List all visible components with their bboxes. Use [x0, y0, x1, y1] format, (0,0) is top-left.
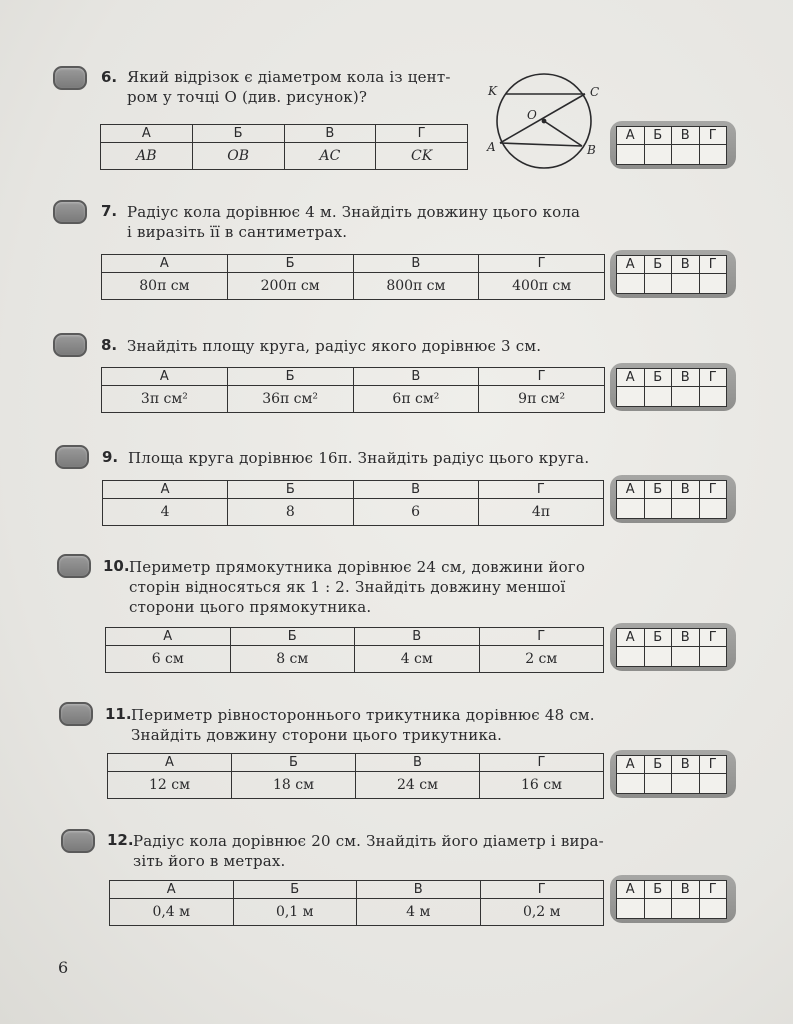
answer-label: Г: [699, 481, 727, 499]
option-header-v: В: [353, 255, 479, 273]
answer-cell[interactable]: [699, 387, 727, 407]
task-question: Радіус кола дорівнює 20 см. Знайдіть його діаметр і вира- зіть його в метрах.: [133, 832, 604, 870]
task-question: Периметр рівностороннього трикутника дорівнює 48 см. Знайдіть довжину сторони цього трикутника.: [131, 706, 595, 744]
answer-box: [610, 121, 736, 169]
option-v: 6π см²: [353, 386, 479, 413]
answer-cell[interactable]: [617, 647, 645, 667]
answer-cell[interactable]: [644, 145, 672, 165]
options-table: [109, 880, 604, 926]
task-question: Радіус кола дорівнює 4 м. Знайдіть довжину цього кола і виразіть її в сантиметрах.: [127, 203, 581, 241]
option-header-b: Б: [233, 881, 357, 899]
option-header-g: Г: [479, 368, 605, 386]
option-header-g: Г: [376, 125, 468, 143]
answer-box: [610, 875, 736, 923]
label-a: A: [487, 140, 496, 154]
option-header-b: Б: [227, 368, 353, 386]
answer-label: Г: [699, 629, 727, 647]
options-table: [105, 627, 604, 673]
task-number: 10.: [103, 557, 130, 575]
option-a: 12 см: [108, 772, 232, 799]
option-header-a: А: [106, 628, 231, 646]
answer-label: А: [617, 369, 645, 387]
option-v: 800π см: [353, 273, 479, 300]
answer-cell[interactable]: [699, 499, 727, 519]
task-number: 9.: [102, 448, 119, 466]
answer-label: В: [672, 369, 700, 387]
task-marker[interactable]: [53, 200, 87, 224]
option-header-a: А: [108, 754, 232, 772]
option-v: 24 см: [356, 772, 480, 799]
option-g: 16 см: [480, 772, 604, 799]
answer-cell[interactable]: [672, 274, 700, 294]
options-table: [100, 124, 468, 170]
option-g: 2 см: [479, 646, 604, 673]
answer-label: Б: [644, 629, 672, 647]
answer-label: А: [617, 481, 645, 499]
answer-label: Г: [699, 256, 727, 274]
answer-cell[interactable]: [672, 774, 700, 794]
option-b: 18 см: [232, 772, 356, 799]
answer-label: Б: [644, 127, 672, 145]
options-table: [102, 480, 604, 526]
segment-ob: [544, 121, 582, 146]
options-table: [101, 254, 605, 300]
option-b: 8 см: [230, 646, 355, 673]
answer-label: А: [617, 256, 645, 274]
option-header-v: В: [353, 368, 479, 386]
task-number: 7.: [101, 202, 118, 220]
option-a: 80π см: [102, 273, 228, 300]
task-marker[interactable]: [53, 66, 87, 90]
answer-cell[interactable]: [699, 647, 727, 667]
answer-label: В: [672, 629, 700, 647]
answer-cell[interactable]: [672, 899, 700, 919]
task-question: Який відрізок є діаметром кола із цент- ром у точці O (див. рисунок)?: [127, 68, 451, 106]
answer-cell[interactable]: [644, 499, 672, 519]
option-header-g: Г: [478, 481, 603, 499]
answer-cell[interactable]: [617, 774, 645, 794]
option-a: 3π см²: [102, 386, 228, 413]
option-header-a: А: [103, 481, 228, 499]
answer-cell[interactable]: [672, 145, 700, 165]
options-table: [107, 753, 604, 799]
segment-ab: [500, 143, 582, 146]
label-k: K: [488, 84, 497, 98]
answer-label: Б: [644, 256, 672, 274]
answer-box: [610, 363, 736, 411]
option-header-b: Б: [192, 125, 284, 143]
label-b: B: [587, 143, 596, 157]
answer-cell[interactable]: [644, 774, 672, 794]
task-question: Знайдіть площу круга, радіус якого дорівнює 3 см.: [127, 337, 542, 355]
option-header-v: В: [357, 881, 481, 899]
task-number: 6.: [101, 68, 118, 86]
task-question: Площа круга дорівнює 16π. Знайдіть радіус цього круга.: [128, 449, 590, 467]
answer-label: Г: [699, 756, 727, 774]
task-marker[interactable]: [57, 554, 91, 578]
option-v: 4 м: [357, 899, 481, 926]
answer-cell[interactable]: [617, 387, 645, 407]
answer-label: В: [672, 481, 700, 499]
answer-label: А: [617, 127, 645, 145]
option-header-v: В: [284, 125, 376, 143]
answer-label: А: [617, 756, 645, 774]
task-marker[interactable]: [53, 333, 87, 357]
task-marker[interactable]: [55, 445, 89, 469]
option-header-g: Г: [479, 255, 605, 273]
option-header-a: А: [102, 255, 228, 273]
option-g: CK: [376, 143, 468, 170]
options-table: [101, 367, 605, 413]
option-a: AB: [101, 143, 193, 170]
option-a: 4: [103, 499, 228, 526]
answer-box: [610, 475, 736, 523]
option-header-v: В: [356, 754, 480, 772]
option-v: 4 см: [355, 646, 480, 673]
option-v: 6: [353, 499, 478, 526]
answer-cell[interactable]: [644, 899, 672, 919]
option-b: 0,1 м: [233, 899, 357, 926]
option-b: 36π см²: [227, 386, 353, 413]
answer-label: Б: [644, 756, 672, 774]
segment-ac: [500, 94, 585, 143]
label-c: C: [590, 85, 600, 99]
answer-cell[interactable]: [644, 274, 672, 294]
option-header-b: Б: [232, 754, 356, 772]
answer-label: В: [672, 127, 700, 145]
answer-cell[interactable]: [699, 774, 727, 794]
answer-label: Г: [699, 127, 727, 145]
answer-cell[interactable]: [617, 899, 645, 919]
answer-label: Б: [644, 881, 672, 899]
answer-label: А: [617, 881, 645, 899]
option-header-a: А: [110, 881, 234, 899]
answer-cell[interactable]: [617, 499, 645, 519]
option-g: 4π: [478, 499, 603, 526]
answer-cell[interactable]: [672, 499, 700, 519]
answer-label: Г: [699, 369, 727, 387]
option-header-b: Б: [227, 255, 353, 273]
answer-label: Б: [644, 481, 672, 499]
option-b: OB: [192, 143, 284, 170]
option-header-g: Г: [479, 628, 604, 646]
answer-label: В: [672, 881, 700, 899]
option-b: 8: [228, 499, 353, 526]
task-marker[interactable]: [59, 702, 93, 726]
answer-cell[interactable]: [672, 647, 700, 667]
answer-label: Б: [644, 369, 672, 387]
label-o: O: [527, 108, 537, 122]
circle-figure: [484, 70, 614, 180]
option-g: 0,2 м: [480, 899, 604, 926]
center-point: [542, 119, 547, 124]
answer-cell[interactable]: [699, 899, 727, 919]
task-number: 11.: [105, 705, 132, 723]
answer-label: А: [617, 629, 645, 647]
answer-cell[interactable]: [644, 647, 672, 667]
option-header-g: Г: [480, 881, 604, 899]
answer-cell[interactable]: [699, 274, 727, 294]
answer-box: [610, 750, 736, 798]
option-header-a: А: [102, 368, 228, 386]
task-question: Периметр прямокутника дорівнює 24 см, довжини його сторін відносяться як 1 : 2. Знайдіть довжину меншої сторони цього прямокутника.: [129, 558, 586, 616]
task-marker[interactable]: [61, 829, 95, 853]
option-header-v: В: [353, 481, 478, 499]
task-number: 12.: [107, 831, 134, 849]
option-g: 400π см: [479, 273, 605, 300]
option-header-b: Б: [230, 628, 355, 646]
answer-label: В: [672, 756, 700, 774]
option-g: 9π см²: [479, 386, 605, 413]
option-a: 0,4 м: [110, 899, 234, 926]
answer-cell[interactable]: [699, 145, 727, 165]
option-v: AC: [284, 143, 376, 170]
option-header-v: В: [355, 628, 480, 646]
answer-cell[interactable]: [644, 387, 672, 407]
page-number: 6: [58, 958, 69, 977]
answer-cell[interactable]: [617, 145, 645, 165]
task-number: 8.: [101, 336, 118, 354]
option-header-g: Г: [480, 754, 604, 772]
answer-label: В: [672, 256, 700, 274]
option-b: 200π см: [227, 273, 353, 300]
option-a: 6 см: [106, 646, 231, 673]
option-header-a: А: [101, 125, 193, 143]
answer-label: Г: [699, 881, 727, 899]
answer-cell[interactable]: [672, 387, 700, 407]
answer-box: [610, 623, 736, 671]
answer-cell[interactable]: [617, 274, 645, 294]
answer-box: [610, 250, 736, 298]
option-header-b: Б: [228, 481, 353, 499]
